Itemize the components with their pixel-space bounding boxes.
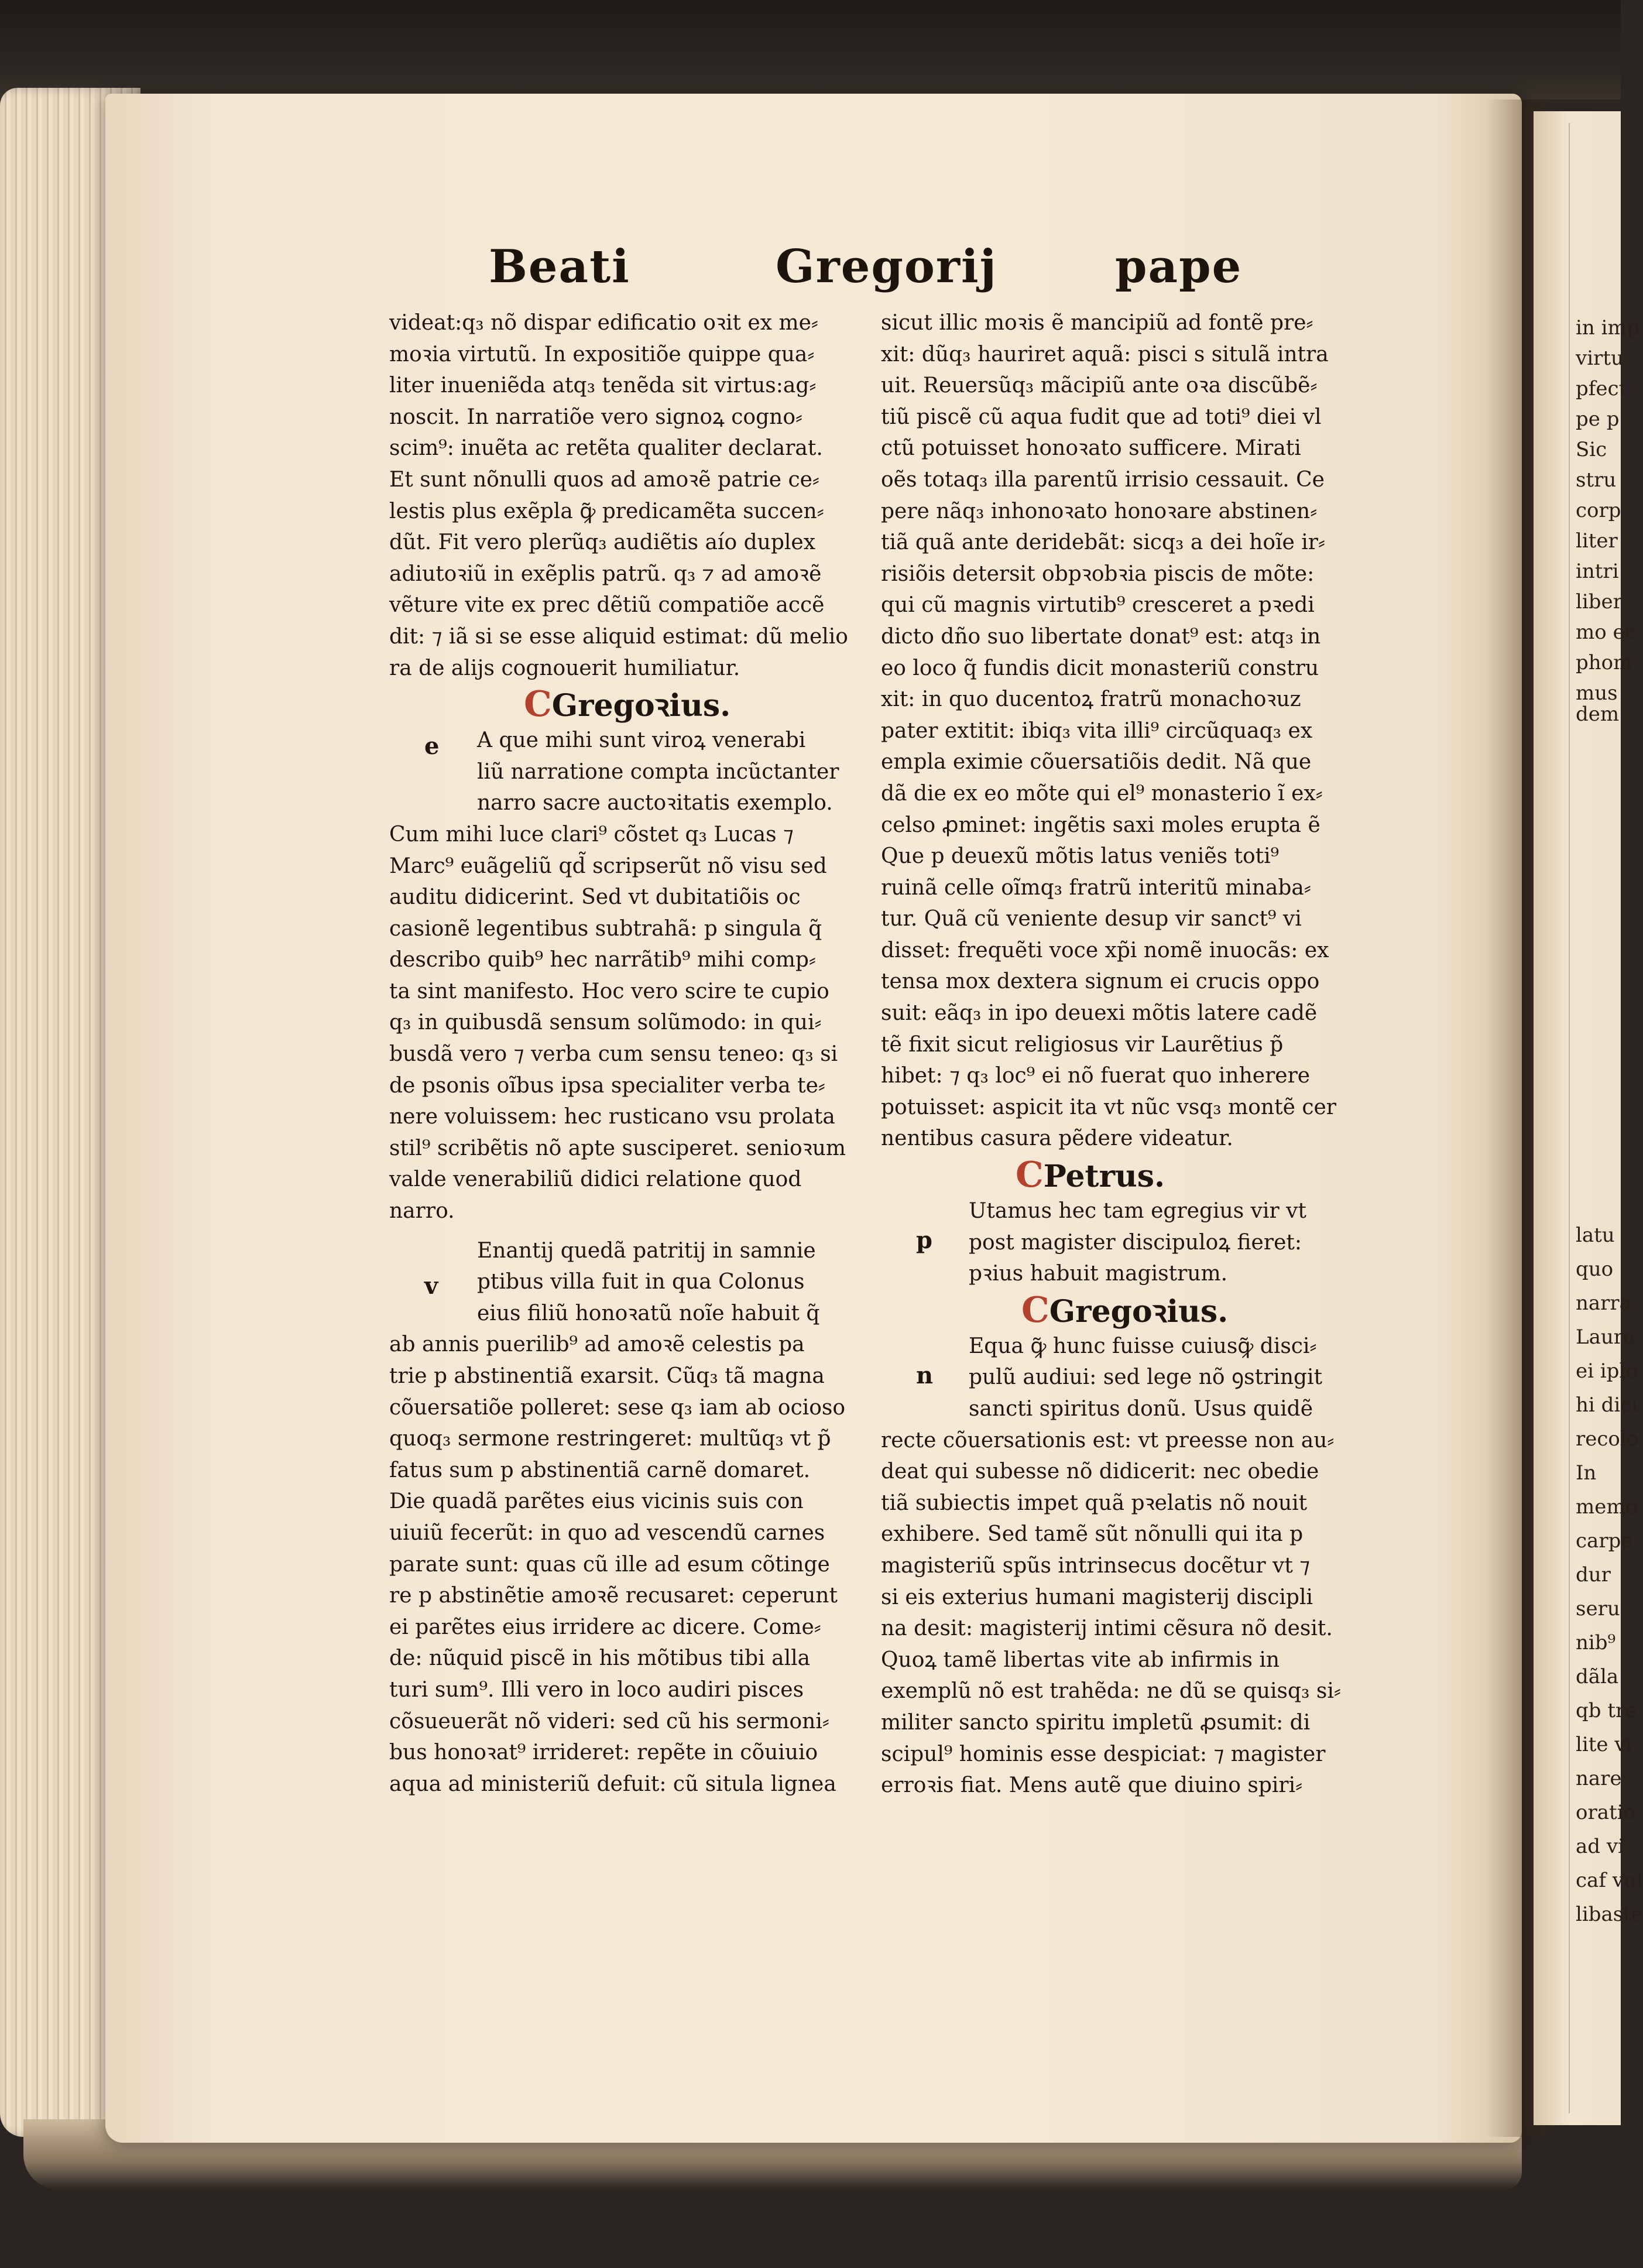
recto-line-fragment: intri [1576, 560, 1619, 583]
text-line: bus honoꝛat⁹ irrideret: repẽte in cõuiuio [389, 1741, 818, 1765]
text-line: tensa mox dextera signum ei crucis oppo [881, 969, 1320, 994]
text-line: xit: dũq₃ hauriret aquã: pisci s situlã intra [881, 342, 1329, 366]
heading-text: Gregoꝛius. [1049, 1293, 1229, 1330]
recto-line-fragment: nare [1576, 1767, 1622, 1790]
right-para-a [881, 307, 1384, 1154]
text-line: dã die ex eo mõte qui el⁹ monasterio ĩ ex⸗ [881, 781, 1323, 806]
text-line: na desit: magisterij intimi cẽsura nõ desit. [881, 1616, 1333, 1641]
heading-text: Petrus. [1043, 1159, 1165, 1195]
text-line: tur. Quã cũ veniente desup vir sanct⁹ vi [881, 907, 1302, 931]
recto-line-fragment: dãla [1576, 1665, 1619, 1688]
text-line: ab annis puerilib⁹ ad amoꝛẽ celestis pa [389, 1332, 805, 1357]
text-line: ra de alijs cognouerit humiliatur. [389, 656, 740, 680]
text-line: adiutoꝛiũ in exẽplis patrũ. q₃ ⁊ ad amoꝛẽ [389, 561, 822, 586]
text-line: turi sum⁹. Illi vero in loco audiri pisces [389, 1677, 804, 1702]
recto-line-fragment: quo [1576, 1258, 1614, 1281]
rubric-paragraph-mark-icon: C [1021, 1289, 1049, 1331]
text-line: pere nãq₃ inhonoꝛato honoꝛare abstinen⸗ [881, 499, 1318, 523]
text-line: casionẽ legentibus subtrahã: p singula q̃ [389, 916, 822, 941]
recto-line-fragment: libaste [1576, 1903, 1643, 1926]
left-para-c [389, 819, 893, 1227]
text-line: lestis plus exẽpla ꝙ̃ predicamẽta succen⸗ [389, 499, 824, 523]
recto-line-fragment: corp [1576, 499, 1621, 522]
text-line: exhibere. Sed tamẽ sũt nõnulli qui ita p [881, 1522, 1304, 1547]
section-heading-gregorius [389, 684, 893, 725]
recto-line-fragment: stru [1576, 468, 1617, 492]
running-head-center: Gregorij [776, 240, 997, 293]
text-line: nentibus casura pẽdere videatur. [881, 1126, 1233, 1151]
text-line: videat:q₃ nõ dispar edificatio oꝛit ex me⸗ [389, 311, 818, 335]
text-line: Cum mihi luce clari⁹ cõstet q₃ Lucas ⁊ [389, 822, 794, 847]
recto-line-fragment: liter [1576, 529, 1618, 553]
text-line: tiũ piscẽ cũ aqua fudit que ad toti⁹ diei vl [881, 405, 1322, 429]
text-line: pulũ audiui: sed lege nõ ꝯstringit [969, 1365, 1323, 1390]
initial-block [389, 725, 893, 819]
section-heading-petrus [881, 1154, 1384, 1195]
text-line: dit: ⁊ iã si se esse aliquid estimat: dũ melio [389, 624, 848, 649]
text-line: qui cũ magnis virtutib⁹ cresceret a pꝛedi [881, 593, 1315, 618]
recto-line-fragment: latu [1576, 1224, 1615, 1247]
guide-letter: p [916, 1226, 932, 1255]
text-line: suit: eãq₃ in ipo deuexi mõtis latere cadẽ [881, 1001, 1318, 1026]
binding-top [0, 0, 1621, 100]
heading-text: Gregoꝛius. [551, 688, 731, 724]
text-line: trie p abstinentiã exarsit. Cũq₃ tã magna [389, 1364, 825, 1388]
recto-line-fragment: caf vul [1576, 1869, 1643, 1892]
initial-block [389, 1235, 893, 1330]
text-line: potuisset: aspicit ita vt nũc vsq₃ montẽ cer [881, 1095, 1336, 1119]
guide-letter: v [424, 1272, 438, 1300]
text-line: scipul⁹ hominis esse despiciat: ⁊ magister [881, 1742, 1326, 1766]
text-line: Marc⁹ euãgeliũ qd̃ scripserũt nõ visu sed [389, 854, 827, 878]
text-line: eius filiũ honoꝛatũ noĩe habuit q̃ [477, 1301, 820, 1325]
text-line: busdã vero ⁊ verba cum sensu teneo: q₃ si [389, 1042, 838, 1067]
recto-column-rule [1569, 123, 1570, 2113]
recto-line-fragment: recolo [1576, 1427, 1639, 1451]
text-line: magisteriũ spũs intrinsecus docẽtur vt ⁊ [881, 1553, 1311, 1578]
text-line: uit. Reuersũq₃ mãcipiũ ante oꝛa discũbẽ⸗ [881, 374, 1318, 398]
text-line: Enantij quedã patritij in samnie [477, 1238, 816, 1263]
initial-block [881, 1331, 1384, 1425]
text-line: de psonis oĩbus ipsa specialiter verba te⸗ [389, 1073, 825, 1098]
running-head-right: pape [1115, 240, 1243, 293]
recto-line-fragment: Laure [1576, 1325, 1635, 1349]
rubric-paragraph-mark-icon: C [524, 684, 552, 725]
recto-line-fragment: narra [1576, 1291, 1631, 1315]
text-line: oẽs totaq₃ illa parentũ irrisio cessauit. Ce [881, 467, 1325, 492]
text-line: Die quadã parẽtes eius vicinis suis con [389, 1489, 804, 1514]
recto-line-fragment: nib⁹ [1576, 1631, 1616, 1654]
recto-line-fragment: seru [1576, 1597, 1620, 1621]
text-line: militer sancto spiritu impletũ ꝓsumit: di [881, 1710, 1311, 1735]
guide-letter: n [916, 1361, 934, 1389]
running-head [0, 240, 1621, 304]
recto-line-fragment: phom [1576, 651, 1632, 674]
text-line: auditu didicerint. Sed vt dubitatiõis oc [389, 885, 801, 910]
text-line: deat qui subesse nõ didicerit: nec obedie [881, 1460, 1319, 1484]
left-para-e [389, 1329, 893, 1800]
text-line: recte cõuersationis est: vt preesse non au⸗ [881, 1428, 1335, 1452]
text-line: empla eximie cõuersatiõis dedit. Nã que [881, 750, 1312, 775]
initial-block [881, 1195, 1384, 1290]
text-line: Utamus hec tam egregius vir vt [969, 1199, 1306, 1224]
text-line: si eis exterius humani magisterij discipli [881, 1585, 1313, 1609]
text-line: fatus sum p abstinentiã carnẽ domaret. [389, 1458, 811, 1482]
recto-line-fragment: memo [1576, 1495, 1638, 1519]
text-line: pꝛius habuit magistrum. [969, 1262, 1228, 1286]
recto-line-fragment: in imp [1576, 316, 1639, 340]
recto-line-fragment: mus [1576, 681, 1618, 705]
text-line: ptibus villa fuit in qua Colonus [477, 1270, 805, 1294]
text-line: valde venerabiliũ didici relatione quod [389, 1167, 802, 1192]
text-line: sicut illic moꝛis ẽ mancipiũ ad fontẽ pre⸗ [881, 311, 1313, 335]
text-line: Et sunt nõnulli quos ad amoꝛẽ patrie ce⸗ [389, 467, 819, 492]
text-line: xit: in quo ducentoꝝ fratrũ monachoꝛuz [881, 687, 1301, 712]
text-line: tẽ fixit sicut religiosus vir Laurẽtius p̃ [881, 1032, 1284, 1057]
text-line: vẽture vite ex prec dẽtiũ compatiõe accẽ [389, 593, 825, 618]
recto-line-fragment: Sic [1576, 438, 1607, 461]
recto-line-fragment: pe p [1576, 407, 1620, 431]
text-line: quoq₃ sermone restringeret: multũq₃ vt p̃ [389, 1427, 831, 1451]
right-column [881, 307, 1384, 1801]
text-line: ruinã celle oĩmq₃ fratrũ interitũ minaba⸗ [881, 875, 1311, 900]
right-para-d [881, 1425, 1384, 1801]
text-line: stil⁹ scribẽtis nõ apte susciperet. senioꝛum [389, 1136, 846, 1160]
text-line: noscit. In narratiõe vero signoꝝ cogno⸗ [389, 405, 802, 429]
text-line: eo loco q̃ fundis dicit monasteriũ constru [881, 656, 1319, 680]
recto-line-fragment: virtu [1576, 347, 1624, 370]
text-line: narro. [389, 1199, 455, 1224]
running-head-left: Beati [489, 240, 630, 293]
text-line: cõuersatiõe polleret: sese q₃ iam ab ocioso [389, 1395, 846, 1420]
text-line: hibet: ⁊ q₃ loc⁹ ei nõ fuerat quo inherere [881, 1064, 1311, 1088]
recto-line-fragment: hi dici [1576, 1393, 1638, 1417]
guide-letter: e [424, 732, 440, 760]
recto-line-fragment: lite vi [1576, 1733, 1632, 1756]
text-line: re p abstinẽtie amoꝛẽ recusaret: ceperunt [389, 1584, 838, 1608]
text-line: narro sacre auctoꝛitatis exemplo. [477, 791, 833, 816]
left-para-a [389, 307, 893, 684]
recto-line-fragment: dur [1576, 1563, 1611, 1587]
recto-line-fragment: liber [1576, 590, 1623, 614]
recto-line-fragment: oratio [1576, 1801, 1635, 1824]
recto-line-fragment: ad vi [1576, 1835, 1624, 1858]
text-line: de: nũquid piscẽ in his mõtibus tibi alla [389, 1646, 811, 1671]
text-line: A que mihi sunt viroꝝ venerabi [477, 728, 806, 753]
section-heading-gregorius [881, 1290, 1384, 1331]
text-line: risiõis detersit obpꝛobꝛia piscis de mõte: [881, 561, 1315, 586]
recto-line-fragment: carpe [1576, 1529, 1633, 1553]
text-line: cõsueuerãt nõ videri: sed cũ his sermoni⸗ [389, 1709, 829, 1733]
text-line: erroꝛis fiat. Mens autẽ que diuino spiri⸗ [881, 1773, 1303, 1798]
recto-line-fragment: qb tre [1576, 1699, 1637, 1722]
text-line: exemplũ nõ est trahẽda: ne dũ se quisq₃ si⸗ [881, 1679, 1341, 1704]
text-line: dũt. Fit vero plerũq₃ audiẽtis aío duplex [389, 530, 816, 555]
text-line: ctũ potuisset honoꝛato sufficere. Mirati [881, 436, 1301, 461]
recto-page-fragment [1534, 111, 1643, 2125]
text-line: describo quib⁹ hec narrãtib⁹ mihi comp⸗ [389, 948, 816, 972]
text-line: pater extitit: ibiq₃ vita illi⁹ circũquaq₃ ex [881, 718, 1313, 743]
recto-line-fragment: mo ec [1576, 621, 1636, 644]
text-line: liũ narratione compta incũctanter [477, 759, 839, 784]
left-column [389, 307, 893, 1800]
recto-line-fragment: ei iplo [1576, 1359, 1638, 1383]
text-line: ei parẽtes eius irridere ac dicere. Come⸗ [389, 1615, 821, 1639]
text-line: tiã subiectis impet quã pꝛelatis nõ nouit [881, 1491, 1308, 1515]
text-line: aqua ad ministeriũ defuit: cũ situla lignea [389, 1772, 836, 1796]
recto-line-fragment: In [1576, 1461, 1597, 1485]
text-line: celso ꝓminet: ingẽtis saxi moles erupta ẽ [881, 813, 1320, 837]
text-line: liter inueniẽda atq₃ tenẽda sit virtus:ag⸗ [389, 374, 817, 398]
text-line: Equa ꝙ̃ hunc fuisse cuiusꝙ̃ disci⸗ [969, 1334, 1317, 1358]
text-line: q₃ in quibusdã sensum solũmodo: in qui⸗ [389, 1010, 822, 1035]
text-line: post magister discipuloꝝ fieret: [969, 1230, 1302, 1255]
recto-line-fragment: dem [1576, 703, 1620, 726]
text-line: ta sint manifesto. Hoc vero scire te cupio [389, 979, 829, 1003]
text-line: disset: frequẽti voce xp̃i nomẽ inuocãs: ex [881, 938, 1329, 962]
text-line: sancti spiritus donũ. Usus quidẽ [969, 1397, 1313, 1421]
text-line: uiuiũ fecerũt: in quo ad vescendũ carnes [389, 1520, 825, 1545]
text-line: moꝛia virtutũ. In expositiõe quippe qua⸗ [389, 342, 815, 366]
text-line: Quoꝝ tamẽ libertas vite ab infirmis in [881, 1647, 1280, 1672]
text-line: Que p deuexũ mõtis latus veniẽs toti⁹ [881, 844, 1280, 869]
text-line: nere voluissem: hec rusticano vsu prolata [389, 1105, 835, 1129]
rubric-paragraph-mark-icon: C [1016, 1154, 1044, 1196]
text-line: dicto dño suo libertate donat⁹ est: atq₃ in [881, 624, 1321, 649]
text-line: scim⁹: inuẽta ac retẽta qualiter declarat. [389, 436, 823, 461]
text-line: tiã quã ante deridebãt: sicq₃ a dei hoĩe ir⸗ [881, 530, 1325, 555]
text-line: parate sunt: quas cũ ille ad esum cõtinge [389, 1552, 830, 1577]
recto-line-fragment: pfect [1576, 377, 1627, 400]
